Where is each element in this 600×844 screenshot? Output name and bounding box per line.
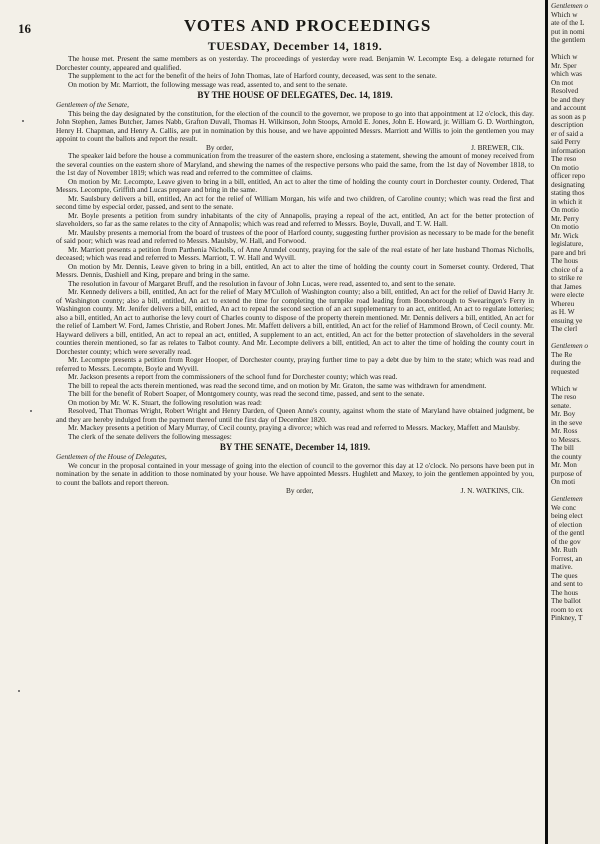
fragment-line: in which it: [551, 196, 583, 206]
fragment-line: The clerl: [551, 324, 578, 333]
paragraph: The house met. Present the same members as on yesterday. The proceedings of yesterday were read. Benjamin W. Lecompte Esq. a delegate returned for Dorchester county, appeared and qualified.: [56, 54, 534, 72]
by-order-label: By order,: [286, 486, 314, 495]
fragment-line: during the: [551, 358, 581, 367]
fragment-line: On motio: [551, 205, 579, 214]
fragment-line: to Messrs.: [551, 434, 581, 444]
page-header: [14, 15, 534, 37]
fragment-line: mative.: [551, 562, 573, 571]
fragment-line: ensuing ye: [551, 315, 583, 325]
fragment-line: On mot: [551, 77, 574, 87]
fragment-line: said Perry: [551, 137, 581, 146]
fragment-line: Pinkney, T: [551, 613, 583, 622]
fragment-line: The ballot: [551, 596, 581, 605]
fragment-line: senate.: [551, 400, 572, 410]
text-column: [56, 38, 534, 496]
fragment-line: information: [551, 145, 586, 155]
fragment-line: The bill: [551, 443, 574, 452]
fragment-line: be and they: [551, 94, 585, 104]
paragraph: Mr. Marriott presents a petition from Parthenia Nicholls, of Anne Arundel county, praying for the sale of the real estate of her late husband Thomas Nicholls, deceased; which was read and referred to Messrs. Marriott, T. W. Hall and Wyvill.: [56, 244, 534, 262]
fragment-line: Mr. Ross: [551, 426, 578, 435]
fragment-line: officer repo: [551, 171, 586, 180]
fragment-line: as H. W: [551, 307, 575, 316]
paragraph: The speaker laid before the house a communication from the treasurer of the eastern shore, enclosing a statement, shewing the amount of money received from the several counties on the eastern shore of Maryland, and shewing the names of the respective persons who paid the same, from the 1st day of November 1818, to the 1st day of November 1819; which was read and referred to the committee of claims.: [56, 151, 534, 177]
fragment-line: On motio: [551, 162, 579, 172]
clerk-name: J. BREWER, Clk.: [471, 142, 524, 152]
paragraph: On motion by Mr. Dennis, Leave given to bring in a bill, entitled, An act to alter the time of holding the county court in Somerset county. Ordered, That Messrs. Dennis, Dashiell and King, prepare and bring in the same.: [56, 261, 534, 279]
paper-speck: [18, 690, 20, 692]
fragment-line: were electe: [551, 290, 585, 299]
paragraph: On motion by Mr. Lecompte, Leave given to bring in a bill, entitled, An act to alter the time of holding the county court in Dorchester county. Ordered, That Messrs. Lecompte, Griffith and Lucas prepare and bring in the same.: [56, 176, 534, 194]
paragraph: On motion by Mr. Marriott, the following message was read, assented to, and sent to the senate.: [68, 79, 348, 89]
fragment-line: Mr. Perry: [551, 213, 579, 223]
fragment-line: ate of the L: [551, 18, 585, 27]
fragment-line: Gentlemen o: [551, 1, 589, 10]
proceedings-paragraphs: [56, 152, 534, 441]
fragment-line: designating: [551, 179, 585, 189]
paragraph: Mr. Maulsby presents a memorial from the board of trustees of the poor of Harford county, suggesting further provision as necessary to be made for the benefit of said poor; which was read and referred to Messrs. Maulsby, W. Hall, and Forwood.: [56, 227, 534, 245]
paragraph: The bill to repeal the acts therein mentioned, was read the second time, and on motion by Mr. Graton, the same was withdrawn for amendment.: [68, 380, 487, 390]
fragment-line: which was: [551, 69, 583, 78]
fragment-line: On moti: [551, 477, 576, 486]
fragment-line: the county: [551, 451, 582, 461]
fragment-line: legislature,: [551, 239, 584, 248]
paragraph: The bill for the benefit of Robert Soaper, of Montgomery county, was read the second time, passed, and sent to the senate.: [68, 389, 425, 398]
running-title: VOTES AND PROCEEDINGS: [184, 16, 432, 35]
paragraph: The clerk of the senate delivers the following messages:: [68, 431, 232, 441]
fragment-line: in the seve: [551, 417, 583, 427]
facing-page-fragments: [548, 0, 600, 623]
fragment-line: The Re: [551, 349, 573, 359]
senate-message-heading: BY THE SENATE, December 14, 1819.: [219, 442, 371, 452]
fragment-line: Which w: [551, 383, 578, 393]
paragraph: On motion by Mr. W. K. Stuart, the following resolution was read:: [68, 397, 262, 407]
fragment-line: Mr. Ruth: [551, 545, 578, 554]
fragment-line: Forrest, an: [551, 553, 583, 563]
senate-message-salutation: Gentlemen of the House of Delegates,: [56, 452, 167, 461]
fragment-line: of the gentl: [551, 528, 585, 537]
fragment-line: requested: [551, 366, 579, 376]
fragment-line: to strike re: [551, 273, 583, 282]
house-message-salutation: Gentlemen of the Senate,: [56, 100, 129, 109]
senate-message-signature: [56, 487, 534, 496]
opening-paragraphs: [56, 55, 534, 89]
facing-page: [548, 0, 600, 844]
fragment-line: that James: [551, 281, 582, 291]
fragment-line: Which w: [551, 9, 578, 19]
fragment-line: of election: [551, 519, 582, 529]
fragment-line: of the gov: [551, 536, 581, 546]
paragraph: Resolved, That Thomas Wright, Robert Wright and Henry Darden, of Queen Anne's county, against whom the state of Maryland have obtained judgment, be and they are hereby indulged from the payment thereof until the first day of December 1820.: [56, 406, 534, 424]
senate-message-text: We concur in the proposal contained in your message of going into the election of council to the governor this day at 12 o'clock. No persons have been put in nomination by the senate in addition to those nominated by your house. We have appointed Messrs. Hughlett and Maxey, to join the gentlemen appointed by you, to count the ballots and report thereon.: [56, 460, 534, 487]
by-order-label: By order,: [206, 142, 234, 152]
fragment-line: put in nomi: [551, 26, 585, 36]
house-message-text: This being the day designated by the constitution, for the election of the council to the governor, we propose to go into that appointment at 12 o'clock, this day. John Stephen, James Butcher, James Nabb, Grafton Duvall, Thomas H. Wilkinson, John Stoops, Arnold E. Jones, John E. Howard, jr. William G. D. Worthington, Henry H. Chapman, and Henry A. Callis, are put in nomination by this house, and we have appointed Messrs. Marriott and Willis to join the gentlemen you may appoint to count the ballots and report the result.: [56, 108, 534, 143]
fragment-line: Mr. Wick: [551, 230, 579, 240]
clerk-name: J. N. WATKINS, Clk.: [460, 486, 524, 495]
fragment-line: Resolved: [551, 86, 579, 95]
paper-speck: [22, 120, 24, 122]
fragment-line: The reso: [551, 392, 577, 401]
paragraph: Mr. Lecompte presents a petition from Roger Hooper, of Dorchester county, praying further time to pay a debt due by him to the state; which was read and referred to Messrs. Lecompte, Boyle and Wyvill.: [56, 355, 534, 373]
fragment-line: The hous: [551, 256, 578, 265]
paragraph: The resolution in favour of Margaret Bruff, and the resolution in favour of John Lucas, were read, assented to, and sent to the senate.: [68, 278, 456, 288]
fragment-line: and account: [551, 103, 587, 112]
fragment-line: being elect: [551, 511, 583, 520]
fragment-line: Mr. Boy: [551, 409, 576, 418]
fragment-line: and sent to: [551, 579, 583, 588]
house-message-heading: BY THE HOUSE OF DELEGATES, Dec. 14, 1819.: [197, 90, 393, 100]
fragment-line: as soon as p: [551, 111, 587, 121]
fragment-line: Gentlemen: [551, 494, 583, 503]
fragment-line: description: [551, 120, 584, 129]
paragraph: Mr. Boyle presents a petition from sundry inhabitants of the city of Annapolis, praying a repeal of the act, entitled, An act for the better protection of slaveholders, so far as the same relates to the city of Annapolis; which was read and referred to Messrs. Boyle, Duvall, and T. W. Hall.: [56, 210, 534, 228]
fragment-line: Whereu: [551, 298, 575, 308]
paragraph: The supplement to the act for the benefit of the heirs of John Thomas, late of Harford county, deceased, was sent to the senate.: [68, 71, 437, 80]
paragraph: Mr. Kennedy delivers a bill, entitled, An act for the relief of Mary M'Culloh of Washington county; also a bill, entitled, An act for the relief of David Harry Jr. of Washington county; also a bill, entitled, An act to extend the time for completing the turnpike road leading from Boonsborough to Swearingen's Ferry in Washington county. Mr. Jenifer delivers a bill, entitled, An act to repeal the second section of an act supplementary to an act, entitled, An act to regulate lotteries; also a bill, entitled, An act to authorise the levy court of Charles county to dispose of the property therein mentioned. Mr. Dennis delivers a bill, entitled, An act for the relief of Lambert W. Ford, James Christie, and Robert Jones. Mr. Maffett delivers a bill, entitled, An act for the relief of Hammond Brown, of Cecil county. Mr. Hayward delivers a bill, entitled, An act to repeal an act, entitled, A supplement to an act, entitled, An act for the better protection of slaveholders in the several counties therein mentioned, so far as relates to Talbot county. And Mr. Lecompte delivers a bill, entitled, An act to alter the time of holding the county court in Dorchester county; which were severally read.: [56, 287, 534, 356]
paragraph: Mr. Saulsbury delivers a bill, entitled, An act for the relief of William Morgan, his wife and two children, of Caroline county; which was read the first and second time by especial order, passed, and sent to the senate.: [56, 193, 534, 211]
fragment-line: stating thos: [551, 188, 585, 197]
fragment-line: Gentlemen o: [551, 341, 589, 350]
fragment-line: We conc: [551, 502, 577, 512]
fragment-line: the gentlem: [551, 35, 586, 44]
fragment-line: Mr. Mon: [551, 460, 577, 469]
fragment-line: choice of a: [551, 264, 584, 274]
fragment-line: The ques: [551, 570, 578, 580]
fragment-line: purpose of: [551, 468, 583, 478]
fragment-line: Mr. Sper: [551, 60, 577, 70]
page-number: 16: [18, 21, 31, 36]
fragment-line: room to ex: [551, 604, 583, 614]
fragment-line: On motio: [551, 222, 579, 231]
fragment-line: The reso: [551, 154, 577, 163]
paper-speck: [30, 410, 32, 412]
fragment-line: er of said a: [551, 128, 584, 138]
fragment-line: The hous: [551, 587, 578, 597]
paragraph: Mr. Jackson presents a report from the commissioners of the school fund for Dorchester county; which was read.: [68, 372, 398, 381]
fragment-line: pare and bri: [551, 247, 586, 257]
paragraph: Mr. Mackey presents a petition of Mary Murray, of Cecil county, praying a divorce; which was read and referred to Messrs. Mackey, Maffett and Maulsby.: [68, 423, 520, 432]
fragment-line: Which w: [551, 52, 578, 61]
session-date: TUESDAY, December 14, 1819.: [207, 39, 383, 53]
